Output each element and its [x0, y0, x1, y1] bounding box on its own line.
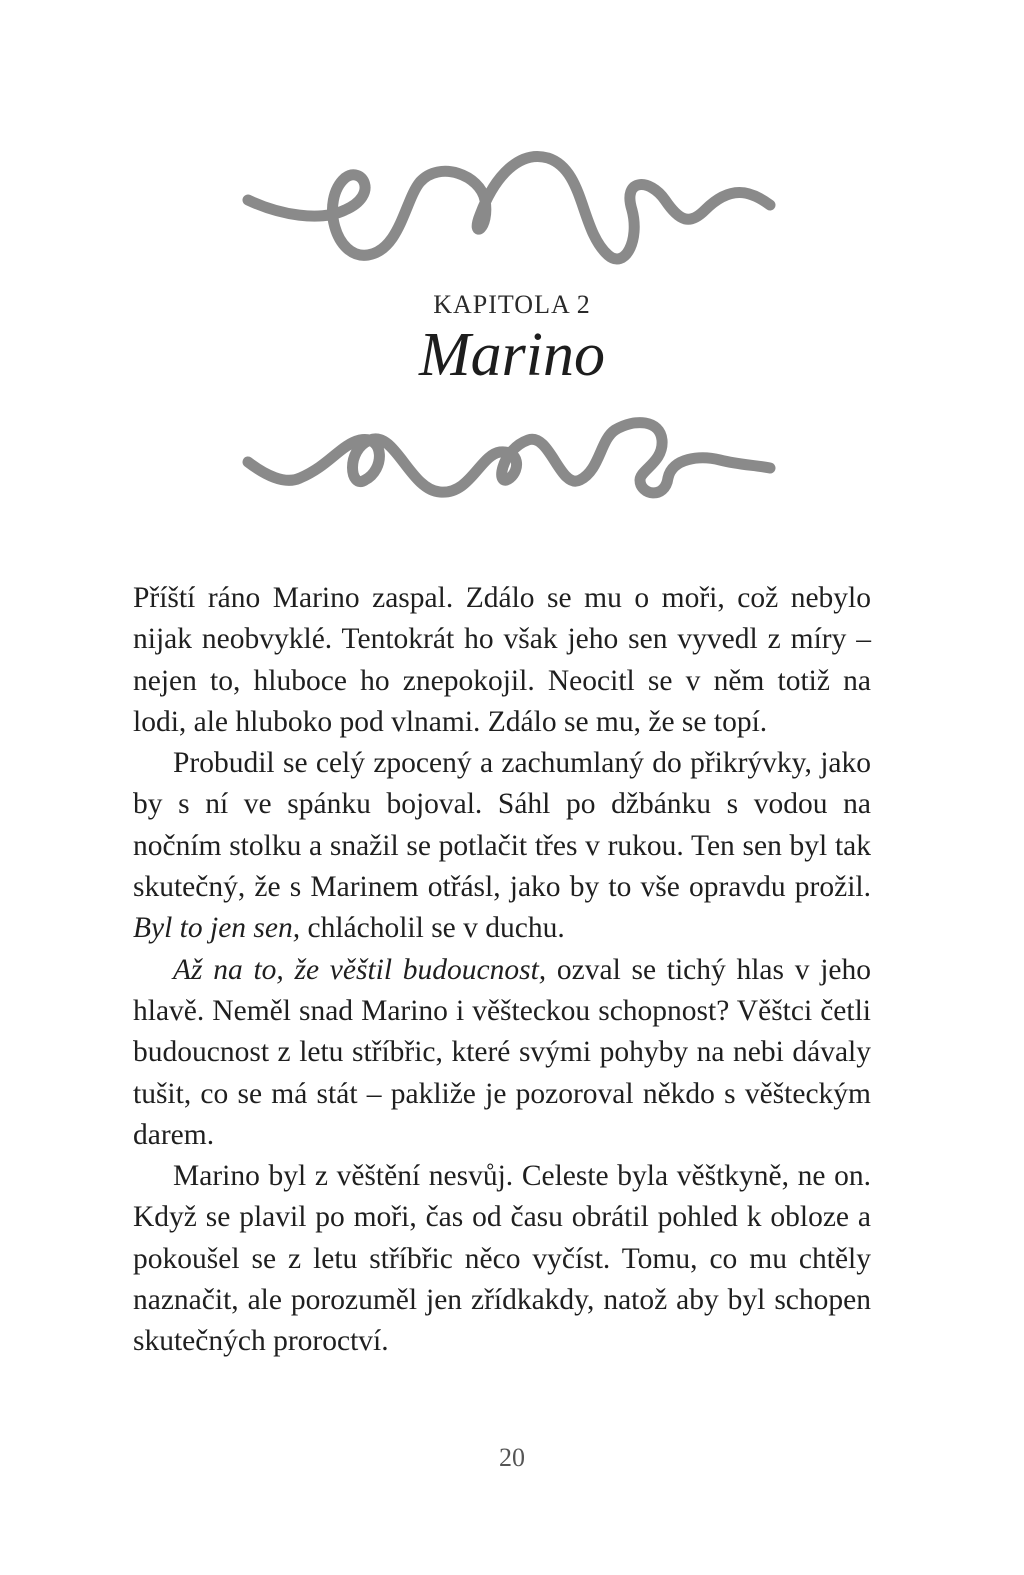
chapter-label: KAPITOLA 2 [433, 290, 591, 319]
chapter-title: Marino [419, 321, 605, 389]
paragraph-3-italic: Až na to, že věštil budoucnost, [173, 953, 547, 986]
swirl-flourish-icon [248, 423, 770, 493]
page-number: 20 [499, 1443, 525, 1472]
paragraph-2 [133, 743, 871, 949]
paragraph-4 [133, 1156, 871, 1362]
paragraph-1-text: Příští ráno Marino zaspal. Zdálo se mu o moři, což nebylo nijak neobvyklé. Tentokrát ho však jeho sen vyvedl z míry – nejen to, hluboce ho znepokojil. Neocitl se v něm totiž na lodi, ale hluboko pod vlnami. Zdálo se mu, že se topí. [133, 582, 871, 738]
bottom-swirl-ornament [0, 400, 1024, 530]
paragraph-2-text-after: chlácholil se v duchu. [300, 912, 565, 945]
paragraph-1 [133, 578, 871, 743]
paragraph-2-text-before: Probudil se celý zpocený a zachumlaný do přikrývky, jako by s ní ve spánku bojoval. Sáhl po džbánku s vodou na nočním stolku a snažil se potlačit třes v rukou. Ten sen byl tak skutečný, že s Marinem otřásl, jako by to vše opravdu prožil. [133, 747, 871, 904]
swirl-flourish-icon [248, 157, 770, 259]
paragraph-2-italic: Byl to jen sen, [133, 912, 301, 945]
body-text [133, 578, 871, 1363]
top-swirl-ornament [0, 140, 1024, 280]
paragraph-4-text: Marino byl z věštění nesvůj. Celeste byla věštkyně, ne on. Když se plavil po moři, čas od času obrátil pohled k obloze a pokoušel se z letu stříbřic něco vyčíst. Tomu, co mu chtěly naznačit, ale porozuměl jen zřídkakdy, natož aby byl schopen skutečných proroctví. [133, 1160, 871, 1358]
paragraph-3-text-after: ozval se tichý hlas v jeho hlavě. Neměl snad Marino i věšteckou schopnost? Věštci četli budoucnost z letu stříbřic, které svými pohyby na nebi dávaly tušit, co se má stát – pakliže je pozoroval někdo s věšteckým darem. [133, 953, 871, 1151]
paragraph-3 [133, 950, 871, 1156]
